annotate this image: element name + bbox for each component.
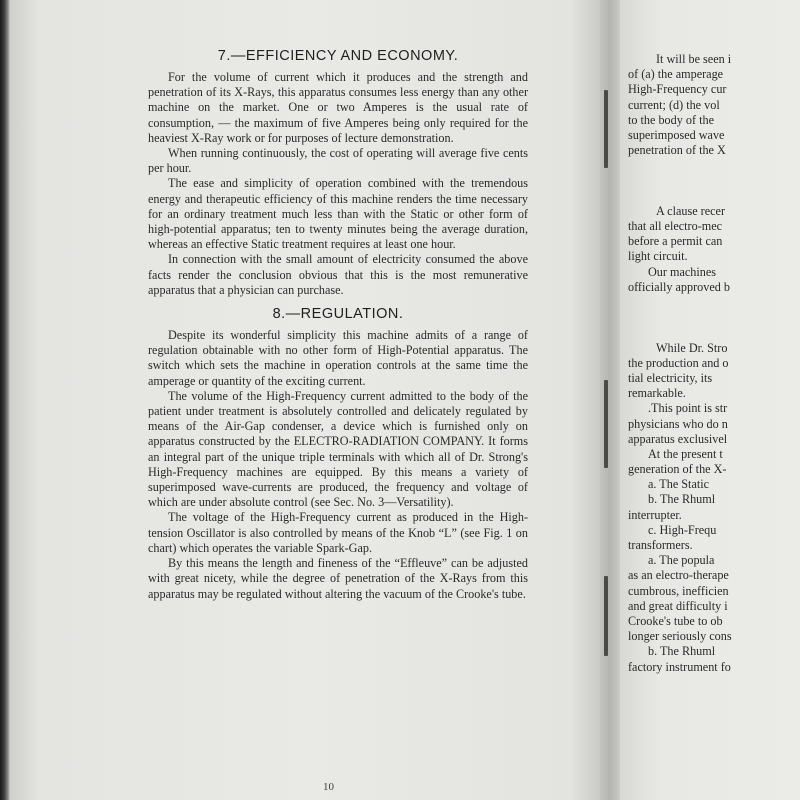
right-page-line: transformers. — [628, 538, 693, 552]
left-page — [10, 0, 600, 800]
section-7-paragraph-4: In connection with the small amount of electricity consumed the above facts render the conclusion obvious that this is the most remunerative apparatus that a physician can purchase. — [148, 252, 528, 297]
right-page-line: generation of the X- — [628, 462, 727, 477]
right-page-line: superimposed wave — [628, 127, 725, 142]
right-page-line: to the body of the — [628, 112, 714, 127]
section-7-paragraph-3: The ease and simplicity of operation combined with the tremendous energy and therapeutic efficiency of this machine renders the time necessary for an ordinary treatment much less than with the Static or other form of high-potential apparatus; ten to twenty minutes being the average duration, whereas an effective Static treatment requires at least one hour. — [148, 176, 528, 252]
section-7-heading: 7.—EFFICIENCY AND ECONOMY. — [217, 48, 459, 64]
section-8-paragraph-2: The volume of the High-Frequency current admitted to the body of the patient under treatment is absolutely controlled and delicately regulated by means of the Air-Gap condenser, a device which is furnished only on apparatus constructed by the ELECTRO-RADIATION COMPANY. It forms an integral part of the unique triple terminals with which all of Dr. Strong's High-Frequency machines are equipped. By this means a variety of superimposed wave-currents are produced, the frequency and voltage of which are under absolute control (see Sec. No. 3—Versatility). — [148, 388, 528, 510]
right-page — [620, 0, 800, 800]
section-8-paragraph-1: Despite its wonderful simplicity this machine admits of a range of regulation obtainable with no other form of High-Potential apparatus. The switch which sets the machine in operation controls at the same time the amperage or quantity of the exciting current. — [148, 328, 528, 388]
section-8-paragraph-4: By this means the length and fineness of the “Effleuve” can be adjusted with great nicety, while the degree of penetration of the X-Rays from this apparatus may be regulated without altering the vacuum of the Crooke's tube. — [148, 556, 528, 601]
right-page-line — [628, 189, 800, 204]
page-gutter — [600, 0, 620, 800]
section-8-heading: 8.—REGULATION. — [272, 306, 404, 323]
right-page-line: as an electro-therape — [628, 568, 729, 583]
right-page-line: that all electro-mec — [628, 219, 723, 234]
staple-mark — [604, 380, 608, 468]
right-page-line: Crooke's tube to ob — [628, 613, 723, 628]
staple-mark — [604, 576, 608, 656]
page-number: 10 — [323, 781, 334, 793]
right-page-line: cumbrous, inefficien — [628, 583, 729, 598]
section-8-paragraph-3: The voltage of the High-Frequency current as produced in the High-tension Oscillator is also controlled by means of the Knob “L” (see Fig. 1 on chart) which operates the variable Spark-Gap. — [148, 510, 528, 555]
right-page-line: tial electricity, its — [628, 370, 713, 385]
right-page-line: At the present t — [648, 446, 723, 461]
left-page-content — [148, 48, 528, 602]
right-page-line: .This point is str — [648, 401, 728, 416]
right-page-line: High-Frequency cur — [628, 82, 727, 97]
right-page-line: It will be seen i — [656, 52, 732, 66]
right-page-line: of (a) the amperage — [628, 67, 724, 82]
right-page-line: c. High-Frequ — [648, 522, 717, 537]
right-page-line: the production and o — [628, 355, 729, 370]
staple-mark — [604, 90, 608, 168]
right-page-line: a. The Static — [648, 477, 710, 492]
right-page-line: and great difficulty i — [628, 598, 728, 613]
right-page-line: a. The popula — [648, 553, 715, 568]
binding-edge — [0, 0, 10, 800]
right-page-line: physicians who do n — [628, 416, 728, 431]
right-page-line: remarkable. — [628, 386, 686, 401]
right-page-line — [628, 310, 800, 325]
right-page-line: current; (d) the vol — [628, 97, 720, 112]
section-7-paragraph-2: When running continuously, the cost of operating will average five cents per hour. — [148, 146, 528, 176]
right-page-line — [628, 174, 800, 189]
right-page-line: officially approved b — [628, 279, 730, 294]
right-page-line: b. The Rhuml — [648, 492, 716, 507]
right-page-line: A clause recer — [656, 203, 726, 218]
right-page-line: While Dr. Stro — [656, 340, 728, 355]
right-page-line: penetration of the X — [628, 143, 726, 158]
right-page-line: b. The Rhuml — [648, 644, 716, 659]
right-page-line: interrupter. — [628, 507, 682, 522]
right-page-text — [628, 52, 800, 675]
right-page-line: before a permit can — [628, 234, 723, 249]
section-7-paragraph-1: For the volume of current which it produces and the strength and penetration of its X-Rays, this apparatus consumes less energy than any other machine on the market. One or two Amperes is the usual rate of consumption, — the maximum of five Amperes being only required for the heaviest X-Ray work or for purposes of lecture demonstration. — [148, 70, 528, 145]
right-page-line — [628, 295, 800, 310]
right-page-line: light circuit. — [628, 249, 688, 264]
right-page-line: longer seriously cons — [628, 629, 732, 644]
right-page-line — [628, 325, 800, 340]
right-page-line: factory instrument fo — [628, 659, 731, 674]
right-page-line — [628, 158, 800, 173]
right-page-line: Our machines — [648, 264, 717, 279]
right-page-line: apparatus exclusivel — [628, 431, 728, 446]
